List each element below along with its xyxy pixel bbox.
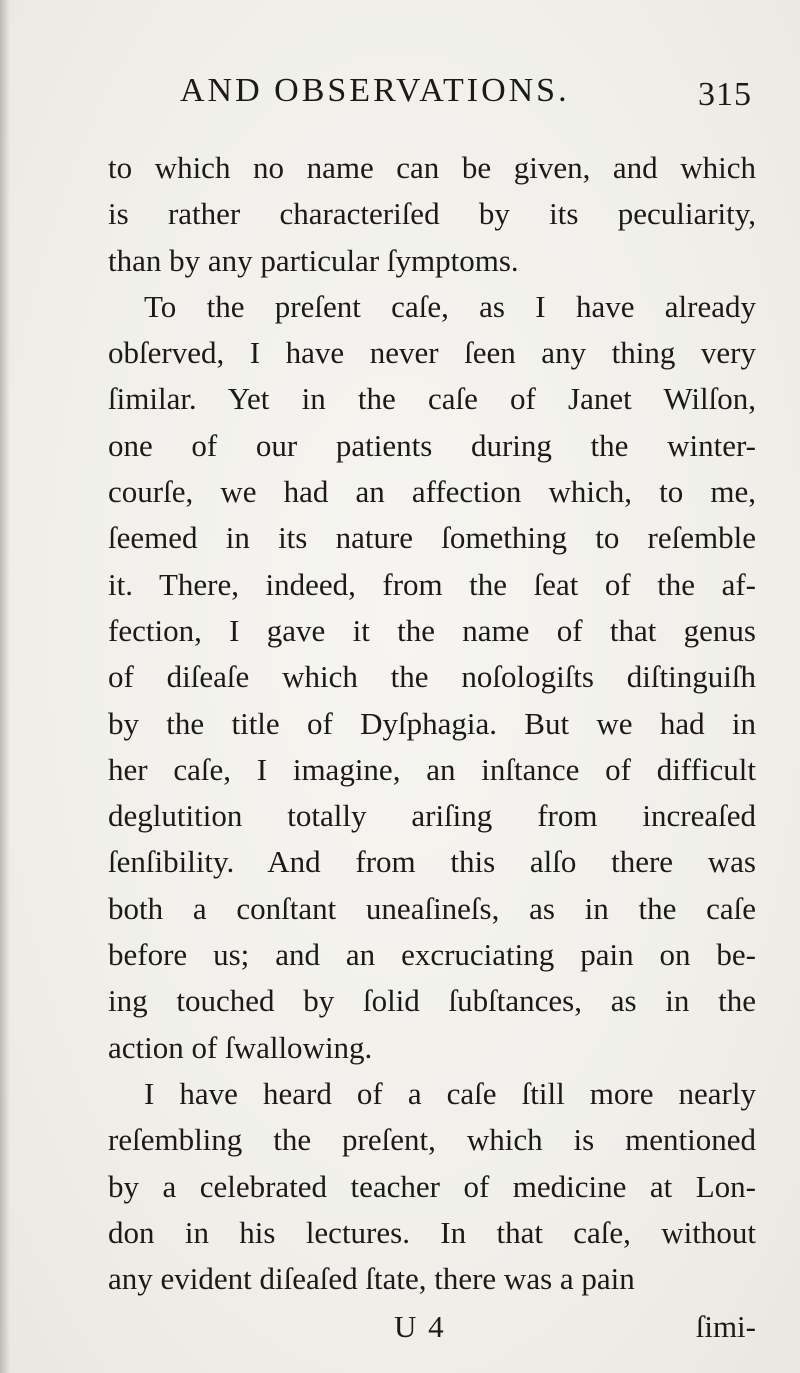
text-line: by a celebrated teacher of medicine at Lon- [108,1168,756,1204]
text-line: reſembling the preſent, which is mentioned [108,1122,756,1158]
text-line: her caſe, I imagine, an inſtance of difficult [108,751,756,787]
catchword: ſimi- [695,1309,756,1344]
text-line: by the title of Dyſphagia. But we had in [108,705,756,741]
text-line: ſeemed in its nature ſomething to reſemble [108,520,756,556]
text-line: obſerved, I have never ſeen any thing very [108,335,756,371]
running-head: AND OBSERVATIONS. [180,72,570,109]
text-line: I have heard of a caſe ſtill more nearly [144,1075,756,1111]
text-line: ſenſibility. And from this alſo there was [108,844,756,880]
text-line: to which no name can be given, and which [108,150,756,185]
page-footer [108,1304,756,1350]
text-line: don in his lectures. In that caſe, without [108,1214,756,1250]
text-line: courſe, we had an affection which, to me, [108,474,756,510]
page-number: 315 [698,76,752,113]
text-line: one of our patients during the winter- [108,427,756,463]
text-line: it. There, indeed, from the ſeat of the af- [108,566,756,602]
text-line: ing touched by ſolid ſubſtances, as in the [108,983,756,1019]
text-line: before us; and an excruciating pain on be- [108,937,756,973]
text-line: action of ſwallowing. [108,1029,373,1065]
text-line: ſimilar. Yet in the caſe of Janet Wilſon, [108,381,756,417]
text-line: of diſeaſe which the noſologiſts diſtinguiſh [108,659,756,695]
page-gutter-shadow [0,0,10,1373]
text-line: deglutition totally ariſing from increaſed [108,798,756,834]
text-line: fection, I gave it the name of that genus [108,612,756,648]
text-line: than by any particular ſymptoms. [108,242,519,278]
signature-mark: U 4 [394,1309,446,1344]
text-line: To the preſent caſe, as I have already [144,288,756,324]
text-line: any evident diſeaſed ſtate, there was a pain [108,1261,635,1297]
text-line: both a conſtant uneaſineſs, as in the caſe [108,890,756,926]
body-text [108,145,756,1302]
text-line: is rather characteriſed by its peculiarity, [108,196,756,232]
page-header [180,68,760,118]
